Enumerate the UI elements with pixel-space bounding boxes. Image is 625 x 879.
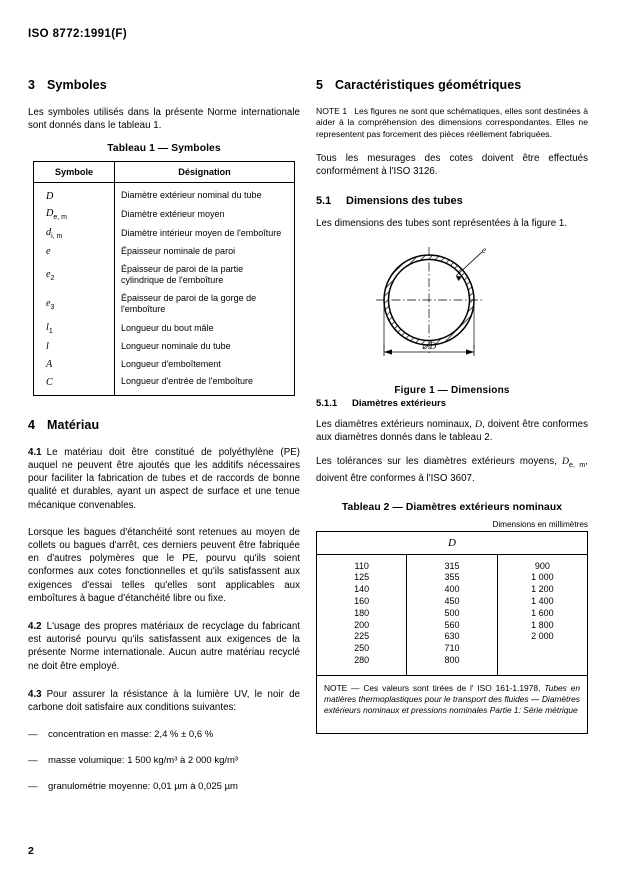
section-5-1-1-heading (316, 398, 588, 409)
dash-bullet: — (28, 729, 38, 741)
standard-reference-header: ISO 8772:1991(F) (28, 28, 128, 40)
figure-1-tube-cross-section (316, 244, 588, 376)
section-4-number: 4 (28, 417, 36, 432)
table-2-value: 630 (444, 631, 460, 642)
paragraph-tolerances (316, 455, 588, 485)
table-1-header-symbole: Symbole (34, 162, 115, 183)
paragraph-sealing-rings: Lorsque les bagues d'étanchéité sont retenues au moyen de collets ou bagues d'arrêt, ces derniers peuvent être fabriquée en d'autres polymères que le PE, pourvu qu'ils soient conformes aux cotes fonctionnelles et qu'ils satisfassent aux exigences d'essai telles qu'elles sont applicables aux emboîtures à bague d'étanchéité libre ou fixe. (28, 526, 300, 604)
table-2-value: 180 (354, 607, 370, 618)
paragraph-4-3-text: Pour assurer la résistance à la lumière UV, le noir de carbone doit satisfaire aux conditions suivantes: (28, 688, 300, 714)
figure-1-caption: Figure 1 — Dimensions (394, 384, 510, 396)
list-item (28, 754, 300, 767)
table-row (34, 356, 295, 374)
list-item-text: concentration en masse: 2,4 % ± 0,6 % (48, 729, 214, 741)
page-number: 2 (28, 845, 34, 857)
table-1-cell-designation: Longueur nominale du tube (121, 341, 231, 352)
table-2-value: 225 (354, 631, 370, 642)
paragraph-4-1 (28, 446, 300, 512)
table-2-column-2 (407, 554, 497, 675)
paragraph-4-2-number: 4.2 (28, 621, 42, 633)
paragraph-4-2-text: L'usage des propres matériaux de recyclage du fabricant est autorisé pourvu qu'ils satisfassent aux exigences de la présente Norme internationale. Aucun autre matériau recyclé ne doit être employé. (28, 621, 300, 672)
symbol-subscript: 1 (48, 328, 53, 336)
section-5-1-1-number: 5.1.1 (316, 397, 338, 409)
table-1-header-row (34, 162, 295, 183)
section-3-heading (28, 78, 300, 92)
paragraph-nominal-diameters-part-a: Les diamètres extérieurs nominaux, (316, 418, 472, 430)
paragraph-nominal-diameters (316, 418, 588, 444)
table-1-cell-symbol: $l_1$ (34, 319, 115, 338)
table-2-value: 200 (354, 619, 370, 630)
section-5-heading (316, 78, 588, 92)
table-row (34, 261, 295, 290)
table-1-header-designation: Désignation (115, 162, 295, 183)
table-2-note-label: NOTE — (324, 682, 360, 693)
table-2-value: 110 (354, 560, 369, 571)
table-1-cell-symbol: A (34, 356, 115, 374)
table-1-cell-designation: Longueur d'entrée de l'emboîture (121, 376, 254, 387)
dash-bullet: — (28, 755, 38, 767)
section-5-1-text: Les dimensions des tubes sont représentées à la figure 1. (316, 217, 568, 229)
table-2-column-3 (497, 554, 587, 675)
paragraph-measurements: Tous les mesurages des cotes doivent être effectués conformément à l'ISO 3126. (316, 153, 588, 178)
table-2-value: 125 (354, 572, 370, 583)
table-1-cell-symbol: $e_2$ (34, 261, 115, 290)
note-1-text: Les figures ne sont que schématiques, elles sont destinées à aider à la compréhension des dimensions correspondantes. Elles ne representent pas forcement des pièces réellement fabriquées. (316, 106, 588, 139)
section-5-number: 5 (316, 78, 324, 92)
table-2-caption: Tableau 2 — Diamètres extérieurs nominaux (341, 501, 563, 513)
table-2-note (324, 683, 580, 717)
table-row (34, 290, 295, 319)
section-3-intro: Les symboles utilisés dans la présente Norme internationale sont donnés dans le tableau 1. (28, 107, 300, 132)
table-row (34, 338, 295, 356)
table-2-note-title-italic: Tubes en matières thermoplastiques pour le transport des fluides — Diamètres extérieurs nominaux et pressions nominales Partie 1: Série métrique (324, 682, 580, 716)
table-2-value: 250 (354, 643, 370, 654)
table-2-note-text: Ces valeurs sont tirées de l' ISO 161-1.1978, (363, 682, 541, 693)
symbol-subscript: 2 (50, 274, 55, 282)
table-1-cell-designation: Longueur du bout mâle (121, 322, 214, 333)
table-2-value: 900 (534, 560, 550, 571)
table-1-caption: Tableau 1 — Symboles (107, 143, 221, 155)
table-2-value: 160 (354, 595, 370, 606)
section-4-title: Matériau (47, 417, 100, 432)
table-2-value: 450 (444, 595, 460, 606)
table-2-value: 560 (444, 619, 460, 630)
table-2-values-row (317, 554, 588, 675)
symbol-subscript: 3 (50, 303, 55, 311)
table-2-value: 1 600 (531, 607, 554, 618)
table-2-body (317, 554, 588, 733)
table-2-value: 1 200 (531, 584, 554, 595)
table-2-value: 2 000 (531, 631, 554, 642)
table-1-cell-designation: Diamètre intérieur moyen de l'emboîture (121, 227, 282, 238)
section-4-heading (28, 418, 300, 432)
section-5-title: Caractéristiques géométriques (335, 78, 522, 92)
dash-bullet: — (28, 781, 38, 793)
list-item (28, 780, 300, 793)
figure-1-wrapper (316, 244, 588, 396)
table-2-header-row (317, 531, 588, 554)
table-1-cell-designation: Épaisseur nominale de paroi (121, 246, 236, 257)
table-2-value: 1 800 (531, 619, 554, 630)
symbol-d-inline: D (475, 418, 483, 430)
note-1-label: NOTE 1 (316, 106, 348, 116)
paragraph-nominal-diameters-part-b: , doivent être conformes aux diamètres donnés dans le tableau 2. (316, 418, 588, 444)
table-row (34, 319, 295, 338)
table-row (34, 224, 295, 243)
table-1-cell-designation: Longueur d'emboîtement (121, 358, 221, 369)
paragraph-tolerances-part-a: Les tolérances sur les diamètres extérieurs moyens, (316, 456, 557, 468)
section-5-1-heading (316, 195, 588, 207)
table-1-symbols (33, 161, 295, 395)
table-1-cell-designation: Diamètre extérieur moyen (121, 208, 225, 219)
table-row (34, 373, 295, 395)
table-2-value: 140 (354, 584, 370, 595)
table-1-cell-symbol: C (34, 373, 115, 395)
table-1-cell-designation: Diamètre extérieur nominal du tube (121, 190, 262, 201)
carbon-black-conditions-list (28, 728, 300, 793)
paragraph-4-1-text: Le matériau doit être constitué de polyéthylène (PE) auquel ne peuvent être ajoutés que les additifs nécessaires pour faciliter la fabrication de tubes et de raccords de bonne qualité et durables, ayant un aspect de surface et une tenue mécanique convenables. (28, 446, 300, 511)
table-row (34, 183, 295, 205)
table-2-value: 1 000 (531, 572, 554, 583)
table-2-note-row (317, 675, 588, 733)
table-2-value: 500 (444, 607, 460, 618)
table-2-value: 400 (444, 584, 460, 595)
symbol-subscript: i, m (51, 233, 63, 241)
table-1-cell-symbol: D (34, 183, 115, 205)
section-5-1-1-title: Diamètres extérieurs (352, 397, 446, 409)
list-item-text: granulométrie moyenne: 0,01 µm à 0,025 µm (48, 781, 238, 793)
table-2-value: 1 400 (531, 595, 554, 606)
table-2-value: 355 (444, 572, 460, 583)
table-2-nominal-outside-diameters (316, 531, 588, 734)
table-2-header-symbol: D (317, 531, 588, 554)
table-1-cell-symbol: $d_{i, m}$ (34, 224, 115, 243)
table-row (34, 205, 295, 224)
table-2-note-cell (317, 675, 588, 733)
paragraph-4-3 (28, 688, 300, 714)
note-1 (316, 106, 588, 140)
paragraph-4-1-number: 4.1 (28, 446, 42, 458)
table-1-cell-symbol: l (34, 338, 115, 356)
table-2-column-1 (317, 554, 407, 675)
paragraph-4-2 (28, 620, 300, 673)
table-1-cell-symbol: e (34, 243, 115, 261)
symbol-dem-subscript: e, m (569, 462, 586, 470)
table-2-value: 315 (444, 560, 460, 571)
figure-1-diameter-label: ⌀ D (421, 340, 437, 351)
table-row (34, 243, 295, 261)
table-1-cell-symbol: $e_3$ (34, 290, 115, 319)
right-column (316, 78, 588, 734)
table-1-body (34, 183, 295, 395)
table-2-value: 800 (444, 654, 460, 665)
figure-1-wall-label: e (482, 244, 486, 255)
table-1-cell-designation: Épaisseur de paroi de la gorge de l'emboîture (121, 292, 257, 315)
symbol-dem-inline: D (561, 456, 570, 468)
table-1-cell-symbol: $D_{e, m}$ (34, 205, 115, 224)
list-item-text: masse volumique: 1 500 kg/m³ à 2 000 kg/m³ (48, 755, 239, 767)
section-5-1-title: Dimensions des tubes (346, 194, 463, 207)
paragraph-4-3-number: 4.3 (28, 688, 42, 700)
table-2-value: 280 (354, 654, 370, 665)
section-5-1-number: 5.1 (316, 194, 332, 207)
table-1-cell-designation: Épaisseur de paroi de la partie cylindrique de l'emboîture (121, 263, 244, 286)
table-2-units-note: Dimensions en millimètres (492, 519, 588, 529)
section-3-number: 3 (28, 78, 36, 92)
list-item (28, 728, 300, 741)
table-2-value: 710 (444, 643, 460, 654)
left-column (28, 78, 300, 806)
paragraph-tolerances-part-b: , doivent être conformes à l'ISO 3607. (316, 456, 588, 485)
symbol-subscript: e, m (53, 214, 67, 222)
section-3-title: Symboles (47, 78, 107, 92)
